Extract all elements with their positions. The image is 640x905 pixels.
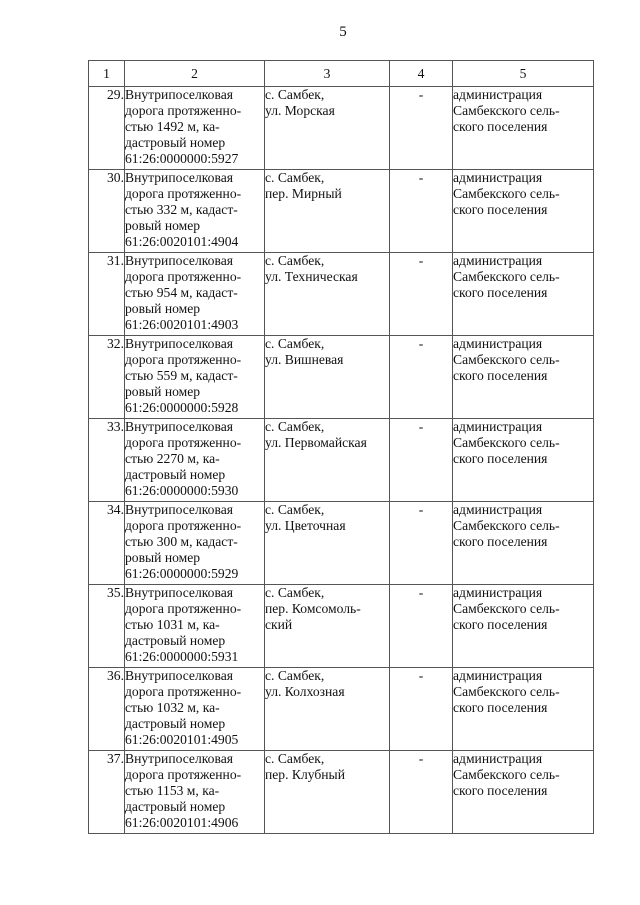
object-note: - [390, 585, 453, 668]
table-row [89, 336, 594, 419]
object-address: с. Самбек, пер. Мирный [265, 170, 390, 253]
table-row [89, 502, 594, 585]
object-name: Внутрипоселковая дорога протяженно- стью 1032 м, ка- дастровый номер 61:26:0020101:4905 [125, 668, 265, 751]
header-col-3: 3 [265, 61, 390, 87]
object-address: с. Самбек, ул. Колхозная [265, 668, 390, 751]
table-header [89, 61, 594, 87]
header-col-1: 1 [89, 61, 125, 87]
table-body [89, 87, 594, 834]
table-row [89, 751, 594, 834]
table-row [89, 668, 594, 751]
table-row [89, 419, 594, 502]
object-address: с. Самбек, ул. Вишневая [265, 336, 390, 419]
object-address: с. Самбек, ул. Цветочная [265, 502, 390, 585]
row-number: 33. [89, 419, 125, 502]
row-number: 29. [89, 87, 125, 170]
object-owner: администрация Самбекского сель- ского поселения [453, 170, 594, 253]
table-row [89, 585, 594, 668]
row-number: 35. [89, 585, 125, 668]
header-col-2: 2 [125, 61, 265, 87]
table-row [89, 253, 594, 336]
object-owner: администрация Самбекского сель- ского поселения [453, 419, 594, 502]
object-name: Внутрипоселковая дорога протяженно- стью 1492 м, ка- дастровый номер 61:26:0000000:5927 [125, 87, 265, 170]
registry-table [88, 60, 594, 834]
row-number: 34. [89, 502, 125, 585]
header-row [89, 61, 594, 87]
object-note: - [390, 170, 453, 253]
table-row [89, 87, 594, 170]
object-owner: администрация Самбекского сель- ского поселения [453, 336, 594, 419]
row-number: 31. [89, 253, 125, 336]
object-owner: администрация Самбекского сель- ского поселения [453, 751, 594, 834]
object-address: с. Самбек, ул. Техническая [265, 253, 390, 336]
object-note: - [390, 751, 453, 834]
object-address: с. Самбек, ул. Морская [265, 87, 390, 170]
row-number: 36. [89, 668, 125, 751]
object-note: - [390, 253, 453, 336]
object-name: Внутрипоселковая дорога протяженно- стью 1153 м, ка- дастровый номер 61:26:0020101:4906 [125, 751, 265, 834]
object-address: с. Самбек, пер. Клубный [265, 751, 390, 834]
object-address: с. Самбек, ул. Первомайская [265, 419, 390, 502]
row-number: 37. [89, 751, 125, 834]
object-owner: администрация Самбекского сель- ского поселения [453, 253, 594, 336]
object-note: - [390, 419, 453, 502]
header-col-5: 5 [453, 61, 594, 87]
object-owner: администрация Самбекского сель- ского поселения [453, 585, 594, 668]
object-address: с. Самбек, пер. Комсомоль- ский [265, 585, 390, 668]
object-name: Внутрипоселковая дорога протяженно- стью 2270 м, ка- дастровый номер 61:26:0000000:5930 [125, 419, 265, 502]
table-row [89, 170, 594, 253]
object-owner: администрация Самбекского сель- ского поселения [453, 502, 594, 585]
object-note: - [390, 668, 453, 751]
page-number: 5 [339, 24, 347, 40]
row-number: 30. [89, 170, 125, 253]
object-owner: администрация Самбекского сель- ского поселения [453, 87, 594, 170]
object-name: Внутрипоселковая дорога протяженно- стью 954 м, кадаст- ровый номер 61:26:0020101:4903 [125, 253, 265, 336]
object-owner: администрация Самбекского сель- ского поселения [453, 668, 594, 751]
object-name: Внутрипоселковая дорога протяженно- стью 300 м, кадаст- ровый номер 61:26:0000000:5929 [125, 502, 265, 585]
object-note: - [390, 87, 453, 170]
object-name: Внутрипоселковая дорога протяженно- стью 559 м, кадаст- ровый номер 61:26:0000000:5928 [125, 336, 265, 419]
row-number: 32. [89, 336, 125, 419]
object-note: - [390, 502, 453, 585]
object-note: - [390, 336, 453, 419]
object-name: Внутрипоселковая дорога протяженно- стью 1031 м, ка- дастровый номер 61:26:0000000:5931 [125, 585, 265, 668]
object-name: Внутрипоселковая дорога протяженно- стью 332 м, кадаст- ровый номер 61:26:0020101:4904 [125, 170, 265, 253]
header-col-4: 4 [390, 61, 453, 87]
